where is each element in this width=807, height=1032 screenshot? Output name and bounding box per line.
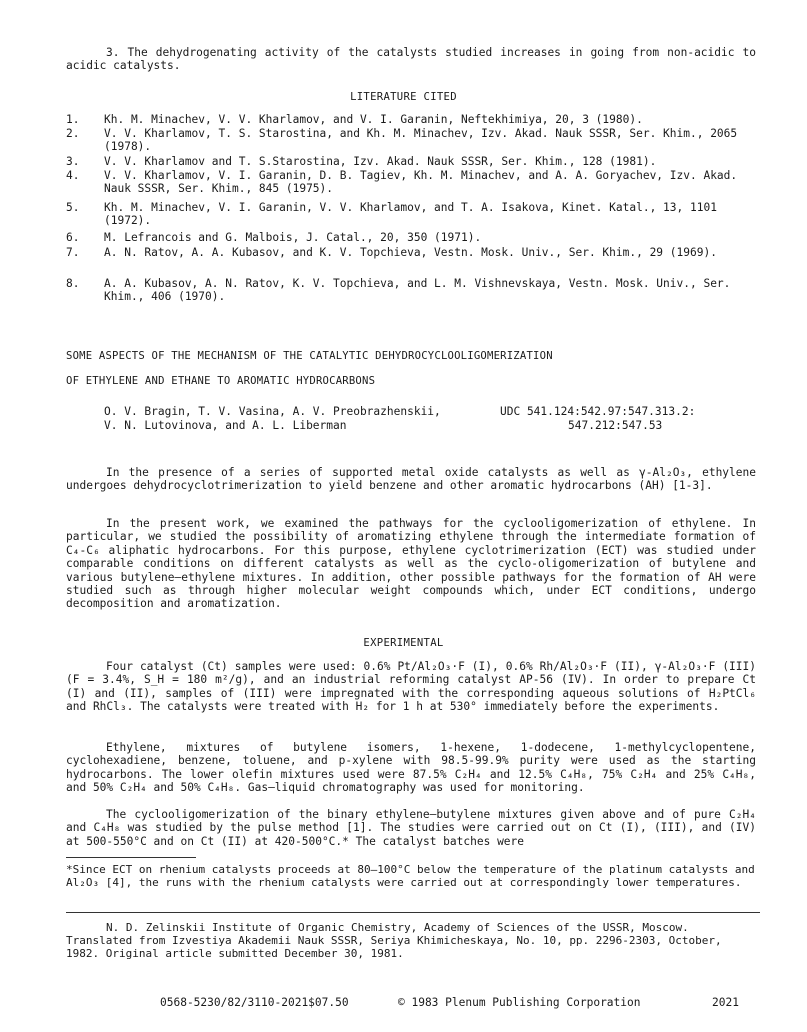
reference-text: Kh. M. Minachev, V. V. Kharlamov, and V. I. Garanin, Neftekhimiya, 20, 3 (1980).: [104, 113, 643, 126]
udc-line-1: UDC 541.124:542.97:547.313.2:: [500, 405, 696, 418]
reference-number: 4.: [66, 169, 80, 182]
reference-number: 8.: [66, 277, 80, 290]
reference-text: A. N. Ratov, A. A. Kubasov, and K. V. Topchieva, Vestn. Mosk. Univ., Ser. Khim., 29 (1969).: [104, 246, 717, 259]
reference-text: M. Lefrancois and G. Malbois, J. Catal., 20, 350 (1971).: [104, 231, 482, 244]
paragraph-catalysts: Four catalyst (Ct) samples were used: 0.6% Pt/Al₂O₃·F (I), 0.6% Rh/Al₂O₃·F (II), γ-Al₂O₃·F (III) (F = 3.4%, S_H = 180 m²/g), and an industrial reforming catalyst AP-56 (IV). In order to prepare Ct (I) and (II), samples of (III) were impregnated with the corresponding aqueous solutions of H₂PtCl₆ and RhCl₃. The catalysts were treated with H₂ for 1 h at 530° immediately before the experiments.: [66, 660, 756, 714]
footnote-rule: [66, 857, 196, 858]
article-title-line-1: SOME ASPECTS OF THE MECHANISM OF THE CATALYTIC DEHYDROCYCLOOLIGOMERIZATION: [66, 350, 553, 362]
reference-number: 1.: [66, 113, 80, 126]
page-number: 2021: [712, 996, 739, 1009]
authors-line-1: O. V. Bragin, T. V. Vasina, A. V. Preobrazhenskii,: [104, 405, 441, 418]
paragraph-intro: In the presence of a series of supported metal oxide catalysts as well as γ-Al₂O₃, ethylene undergoes dehydrocyclotrimerization to yield benzene and other aromatic hydrocarbons (AH) [1-3].: [66, 466, 756, 493]
reference-number: 2.: [66, 127, 80, 140]
reference-number: 5.: [66, 201, 80, 214]
literature-cited-heading: LITERATURE CITED: [350, 91, 457, 103]
reference-number: 6.: [66, 231, 80, 244]
reference-text: V. V. Kharlamov and T. S.Starostina, Izv. Akad. Nauk SSSR, Ser. Khim., 128 (1981).: [104, 155, 657, 168]
article-code: 0568-5230/82/3110-2021$07.50: [160, 996, 349, 1009]
reference-text: A. A. Kubasov, A. N. Ratov, K. V. Topchieva, and L. M. Vishnevskaya, Vestn. Mosk. Univ., Ser. Khim., 406 (1970).: [104, 277, 731, 304]
footnote: *Since ECT on rhenium catalysts proceeds at 80—100°C below the temperature of the platinum catalysts and Al₂O₃ [4], the runs with the rhenium catalysts were carried out at correspondingly lower temperatures.: [66, 863, 755, 890]
intro-item: 3. The dehydrogenating activity of the catalysts studied increases in going from non-acidic to acidic catalysts.: [66, 46, 756, 73]
authors-line-2: V. N. Lutovinova, and A. L. Liberman: [104, 419, 347, 432]
affiliation: N. D. Zelinskii Institute of Organic Chemistry, Academy of Sciences of the USSR, Moscow. Translated from Izvestiya Akademii Nauk SSSR, Seriya Khimicheskaya, No. 10, pp. 2296-2303, October, 1982. Original article submitted December 30, 1981.: [66, 921, 722, 961]
udc-line-2: 547.212:547.53: [568, 419, 663, 432]
article-title-line-2: OF ETHYLENE AND ETHANE TO AROMATIC HYDROCARBONS: [66, 375, 376, 387]
reference-text: V. V. Kharlamov, V. I. Garanin, D. B. Tagiev, Kh. M. Minachev, and A. A. Goryachev, Izv. Akad. Nauk SSSR, Ser. Khim., 845 (1975).: [104, 169, 738, 196]
experimental-heading: EXPERIMENTAL: [363, 637, 444, 649]
reference-text: Kh. M. Minachev, V. I. Garanin, V. V. Kharlamov, and T. A. Isakova, Kinet. Katal., 13, 1101 (1972).: [104, 201, 717, 228]
paragraph-present-work: In the present work, we examined the pathways for the cyclooligomerization of ethylene. In particular, we studied the possibility of aromatizing ethylene through the intermediate formation of C₄-C₆ aliphatic hydrocarbons. For this purpose, ethylene cyclotrimerization (ECT) was studied under comparable conditions on different catalysts as well as the cyclo-oligomerization of butylene and various butylene—ethylene mixtures. In addition, other possible pathways for the formation of AH were studied such as through higher molecular weight compounds which, under ECT conditions, undergo decomposition and aromatization.: [66, 517, 756, 611]
reference-number: 7.: [66, 246, 80, 259]
paragraph-cyclooligomerization: The cyclooligomerization of the binary ethylene—butylene mixtures given above and of pure C₂H₄ and C₄H₈ was studied by the pulse method [1]. The studies were carried out on Ct (I), (III), and (IV) at 500-550°C and on Ct (II) at 420-500°C.* The catalyst batches were: [66, 808, 756, 848]
paragraph-hydrocarbons: Ethylene, mixtures of butylene isomers, 1-hexene, 1-dodecene, 1-methylcyclopentene, cyclohexadiene, benzene, toluene, and p-xylene with 98.5-99.9% purity were used as the starting hydrocarbons. The lower olefin mixtures used were 87.5% C₂H₄ and 12.5% C₄H₈, 75% C₂H₄ and 25% C₄H₈, and 50% C₂H₄ and 50% C₄H₈. Gas—liquid chromatography was used for monitoring.: [66, 741, 756, 795]
affiliation-rule: [66, 912, 760, 913]
copyright: © 1983 Plenum Publishing Corporation: [398, 996, 641, 1009]
reference-number: 3.: [66, 155, 80, 168]
reference-text: V. V. Kharlamov, T. S. Starostina, and Kh. M. Minachev, Izv. Akad. Nauk SSSR, Ser. Khim., 2065 (1978).: [104, 127, 738, 154]
